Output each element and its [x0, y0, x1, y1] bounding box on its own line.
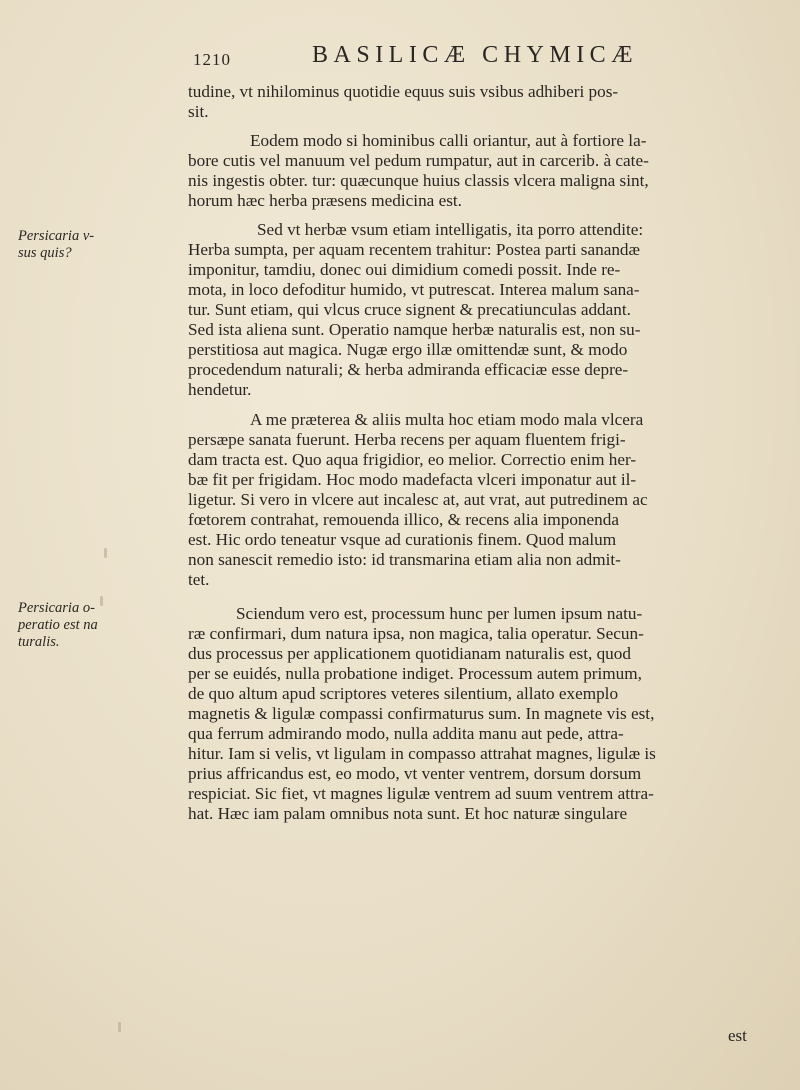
text-line: nis ingestis obter. tur: quæcunque huius classis vlcera maligna sint, [188, 171, 649, 190]
text-line: hendetur. [188, 380, 252, 399]
text-line: bore cutis vel manuum vel pedum rumpatur, aut in carcerib. à cate- [188, 151, 649, 170]
text-line: qua ferrum admirando modo, nulla addita manu aut pede, attra- [188, 724, 624, 743]
text-line: Sciendum vero est, processum hunc per lumen ipsum natu- [236, 604, 643, 623]
running-head: BASILICÆ CHYMICÆ [312, 42, 639, 68]
text-line: tudine, vt nihilominus quotidie equus suis vsibus adhiberi pos- [188, 82, 619, 101]
catchword: est [728, 1026, 747, 1045]
text-line: tur. Sunt etiam, qui vlcus cruce signent & precatiunculas addant. [188, 300, 631, 319]
text-line: ræ confirmari, dum natura ipsa, non magica, talia operatur. Secun- [188, 624, 644, 643]
text-line: procedendum naturali; & herba admiranda efficaciæ esse depre- [188, 360, 629, 379]
text-line: est. Hic ordo teneatur vsque ad curationis finem. Quod malum [188, 530, 617, 549]
text-line: horum hæc herba præsens medicina est. [188, 191, 462, 210]
margin-note-persicaria-operatio: Persicaria o- peratio est na turalis. [18, 600, 98, 650]
text-line: respiciat. Sic fiet, vt magnes ligulæ ventrem ad suum ventrem attra- [188, 784, 654, 803]
text-line: bæ fit per frigidam. Hoc modo madefacta vlceri imponatur aut il- [188, 470, 637, 489]
text-line: Sed ista aliena sunt. Operatio namque herbæ naturalis est, non su- [188, 320, 641, 339]
text-line: dus processus per applicationem quotidianam naturalis est, quod [188, 644, 631, 663]
text-line: Herba sumpta, per aquam recentem trahitur: Postea parti sanandæ [188, 240, 640, 259]
text-line: hitur. Iam si velis, vt ligulam in compasso attrahat magnes, ligulæ is [188, 744, 656, 763]
text-line: perstitiosa aut magica. Nugæ ergo illæ omittendæ sunt, & modo [188, 340, 628, 359]
text-line: per se euidés, nulla probatione indiget. Processum autem primum, [188, 664, 642, 683]
text-line: A me præterea & aliis multa hoc etiam modo mala vlcera [250, 410, 644, 429]
text-line: magnetis & ligulæ compassi confirmaturus sum. In magnete vis est, [188, 704, 655, 723]
text-line: hat. Hæc iam palam omnibus nota sunt. Et hoc naturæ singulare [188, 804, 628, 823]
text-line: de quo altum apud scriptores veteres silentium, allato exemplo [188, 684, 619, 703]
text-line: dam tracta est. Quo aqua frigidior, eo melior. Correctio enim her- [188, 450, 637, 469]
text-line: fœtorem contrahat, remouenda illico, & recens alia imponenda [188, 510, 619, 529]
text-line: persæpe sanata fuerunt. Herba recens per aquam fluentem frigi- [188, 430, 626, 449]
paper-speck [100, 596, 103, 606]
text-line: Eodem modo si hominibus calli oriantur, aut à fortiore la- [250, 131, 647, 150]
text-line: prius affricandus est, eo modo, vt venter ventrem, dorsum dorsum [188, 764, 642, 783]
text-line: non sanescit remedio isto: id transmarina etiam alia non admit- [188, 550, 621, 569]
page-number: 1210 [193, 50, 231, 69]
text-line: mota, in loco defoditur humido, vt putrescat. Interea malum sana- [188, 280, 640, 299]
text-line: tet. [188, 570, 210, 589]
text-line: ligetur. Si vero in vlcere aut incalesc at, aut vrat, aut putredinem ac [188, 490, 648, 509]
paper-speck [104, 548, 107, 558]
text-line: sit. [188, 102, 209, 121]
text-line: imponitur, tamdiu, donec oui dimidium comedi possit. Inde re- [188, 260, 621, 279]
text-line: Sed vt herbæ vsum etiam intelligatis, ita porro attendite: [257, 220, 644, 239]
margin-note-persicaria-usus: Persicaria v- sus quis? [18, 228, 95, 261]
paper-speck [118, 1022, 121, 1032]
